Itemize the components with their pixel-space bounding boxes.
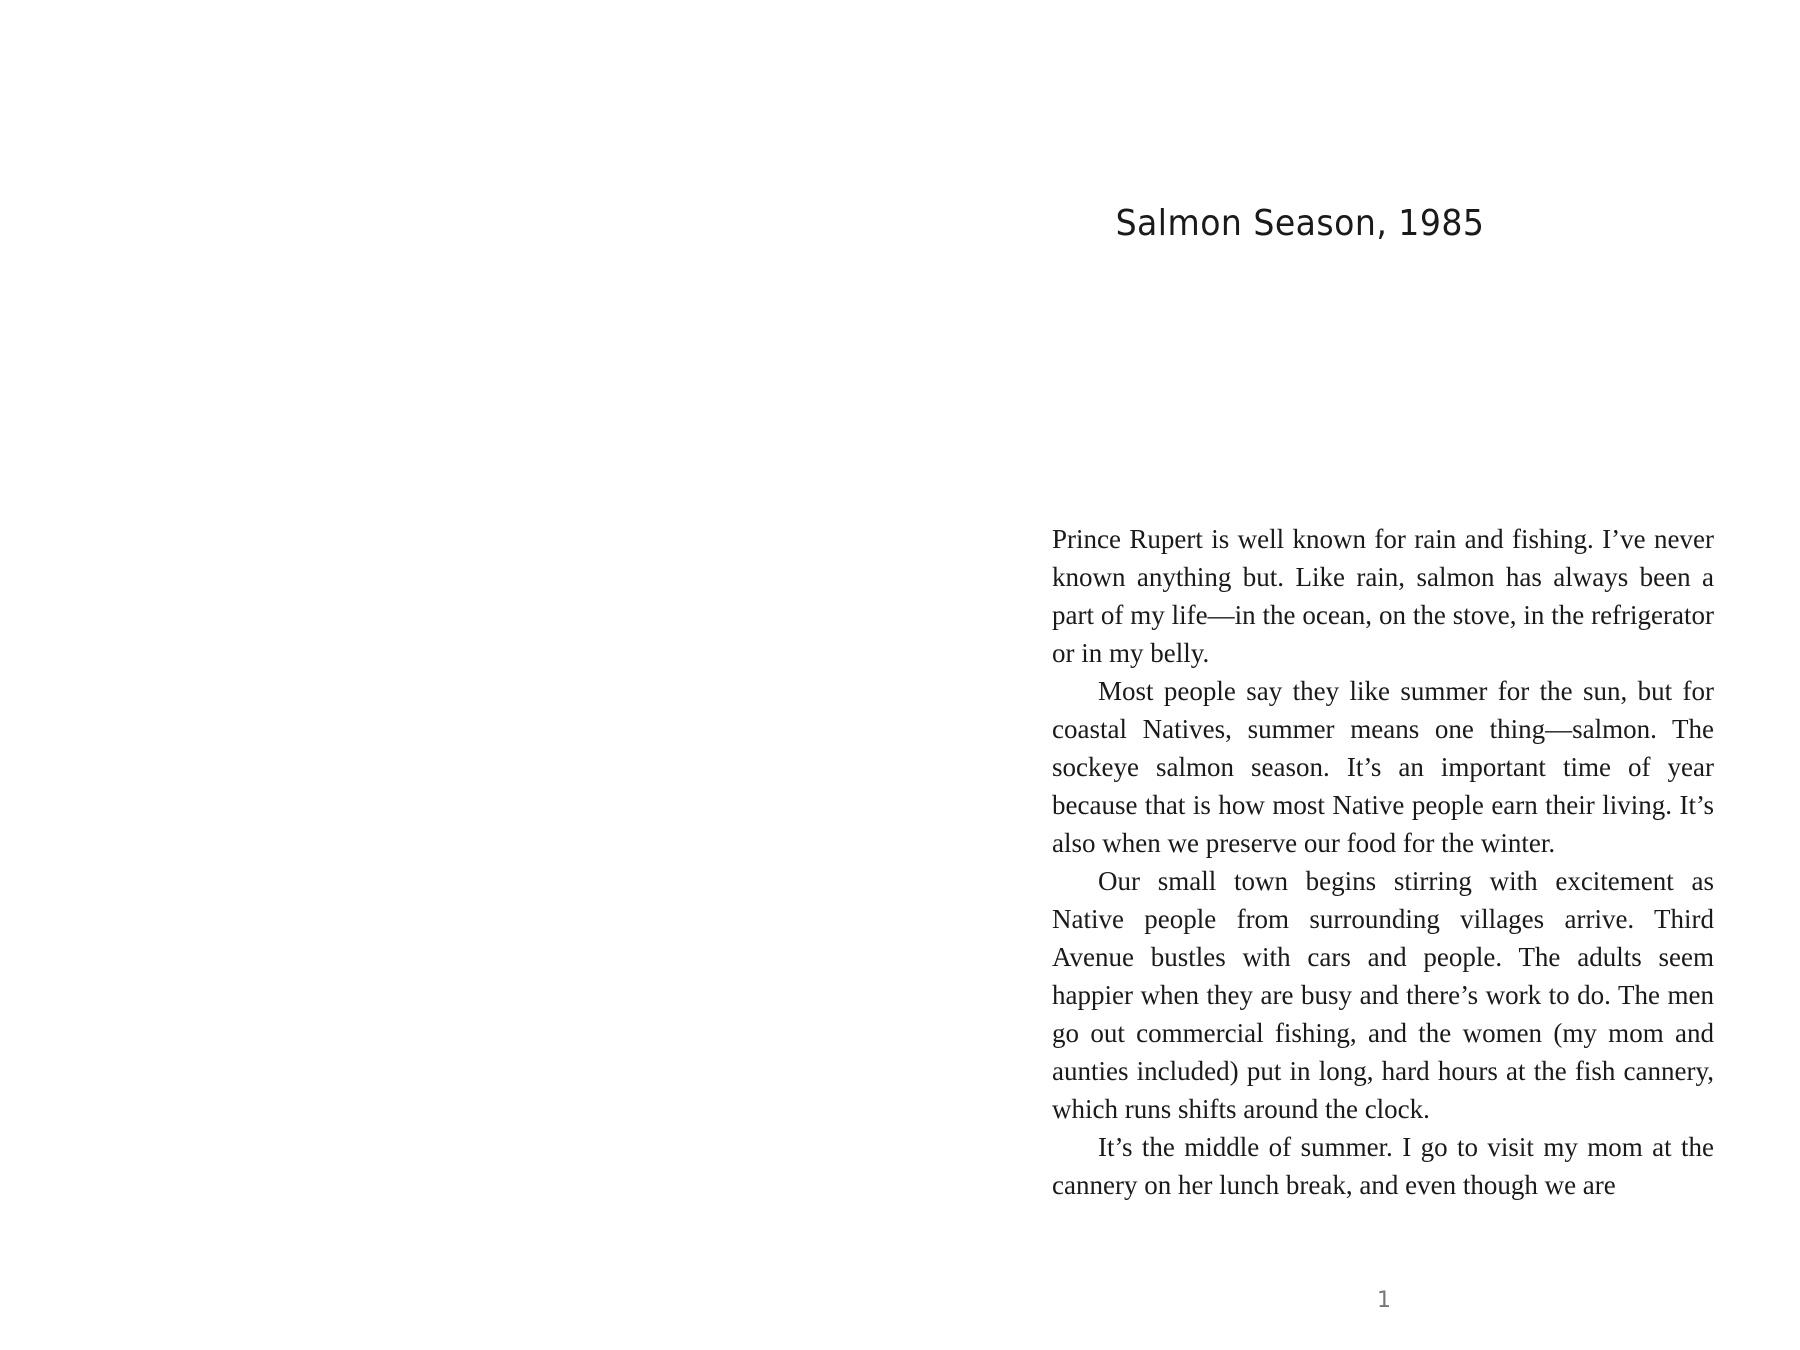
chapter-body	[1052, 520, 1714, 1204]
page-number: 1	[1377, 1288, 1391, 1313]
paragraph-4: It’s the middle of summer. I go to visit my mom at the cannery on her lunch break, and even though we are	[1052, 1132, 1714, 1200]
paragraph-3: Our small town begins stirring with excitement as Native people from surrounding villages arrive. Third Avenue bustles with cars and people. The adults seem happier when they are busy and there’s work to do. The men go out commercial fishing, and the women (my mom and aunties included) put in long, hard hours at the fish cannery, which runs shifts around the clock.	[1052, 866, 1714, 1124]
paragraph-2: Most people say they like summer for the sun, but for coastal Natives, summer means one thing—salmon. The sockeye salmon season. It’s an important time of year because that is how most Native people earn their living. It’s also when we preserve our food for the winter.	[1052, 676, 1714, 858]
paragraph-1: Prince Rupert is well known for rain and fishing. I’ve never known anything but. Like rain, salmon has always been a part of my life—in the ocean, on the stove, in the refrigerator or in my belly.	[1052, 524, 1714, 668]
chapter-title: Salmon Season, 1985	[1115, 203, 1485, 244]
